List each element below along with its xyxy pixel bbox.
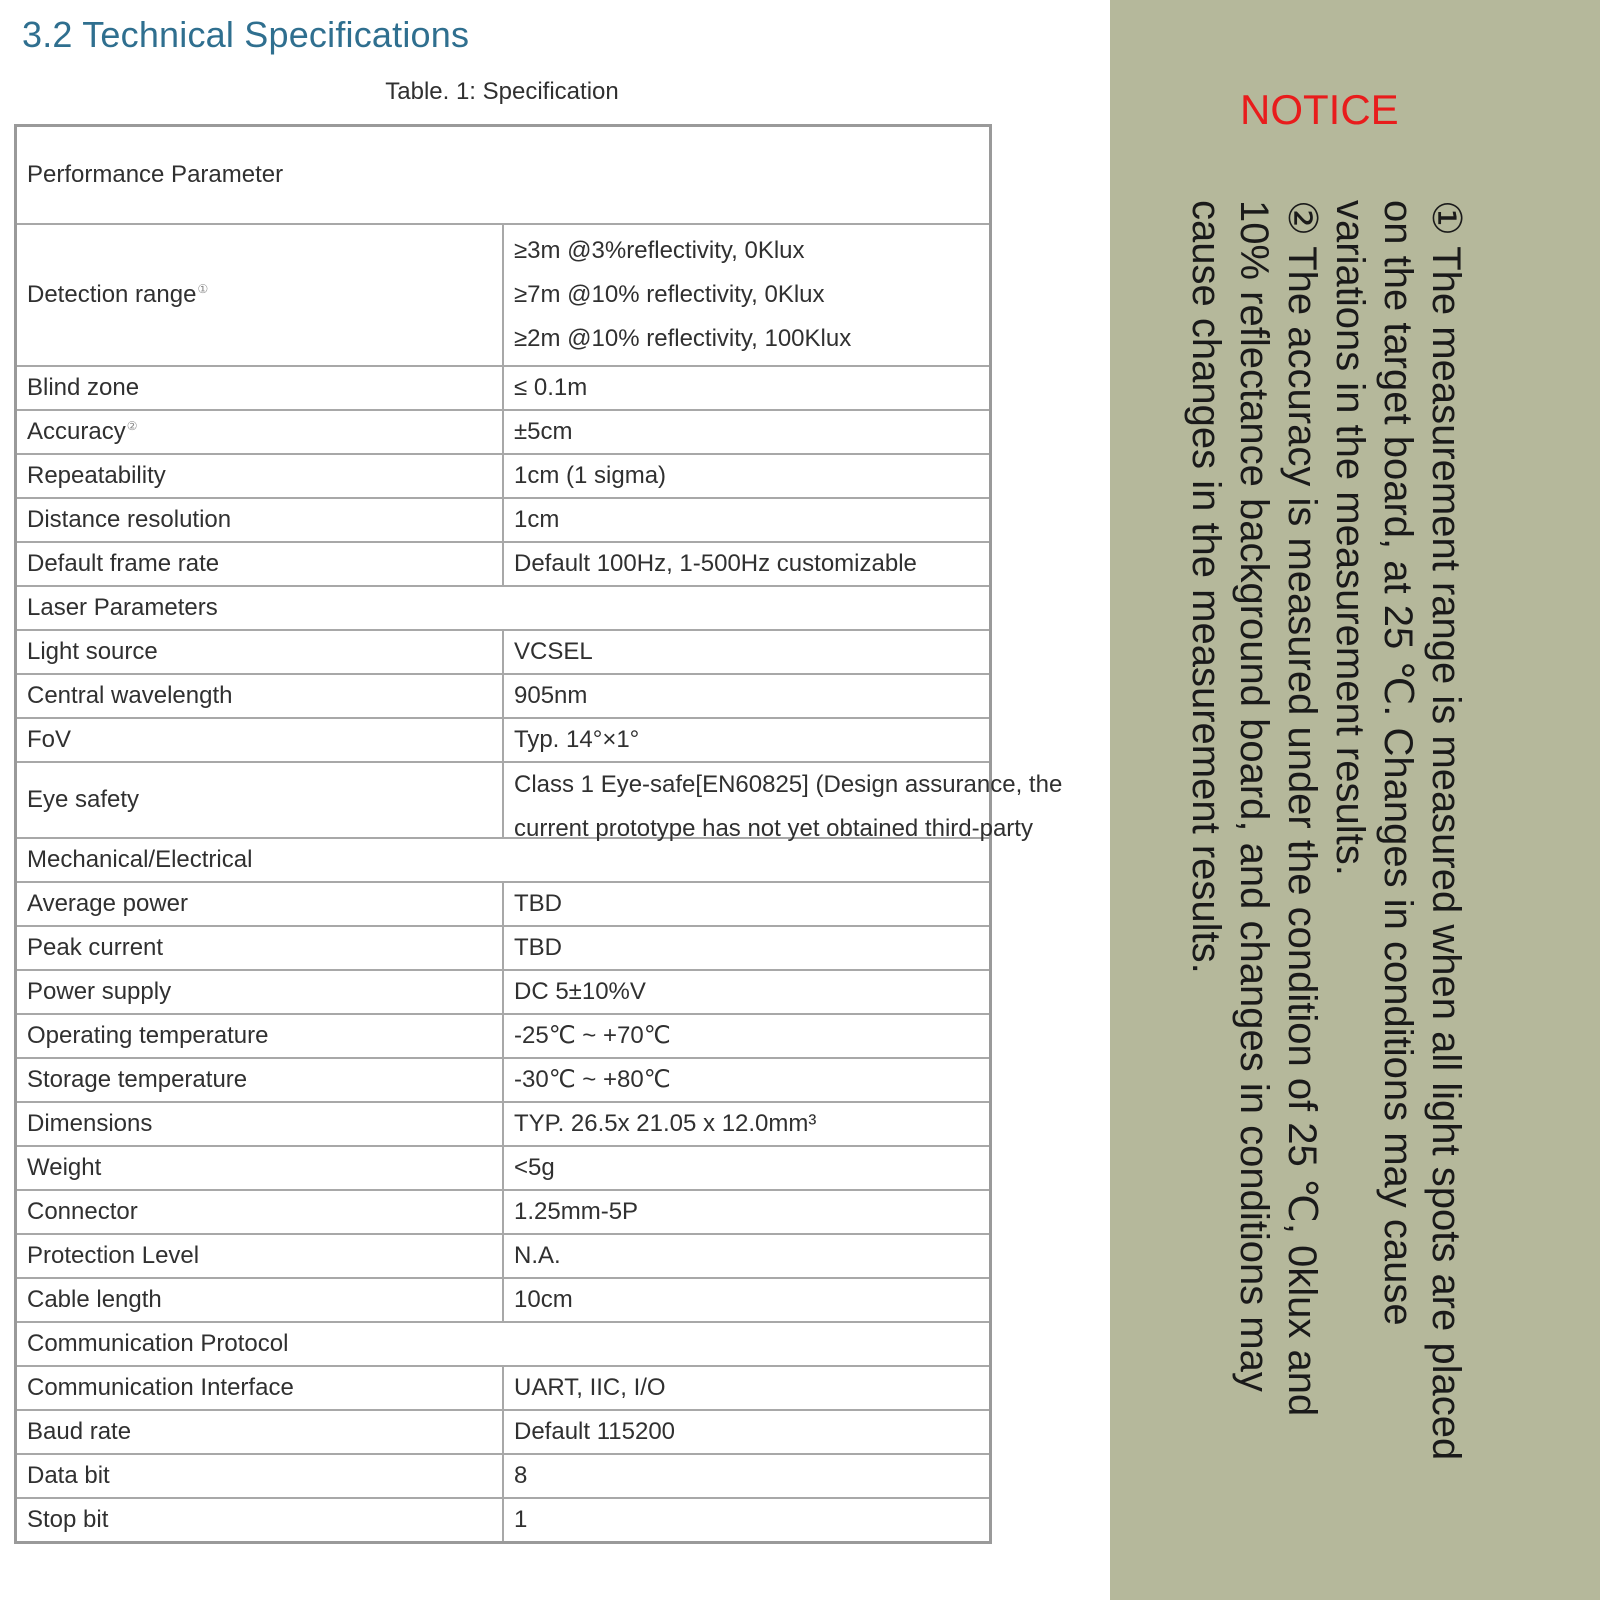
section-header-mechanical: Mechanical/Electrical <box>16 838 991 882</box>
table-row <box>16 1234 991 1278</box>
row-label <box>16 224 504 366</box>
row-value: 8 <box>503 1454 991 1498</box>
notice-text <box>1182 200 1470 1500</box>
row-label: Eye safety <box>16 762 504 838</box>
section-header-performance: Performance Parameter <box>16 126 991 225</box>
row-value-line: Class 1 Eye-safe[EN60825] (Design assurance, the <box>514 771 1063 798</box>
row-value: 1.25mm-5P <box>503 1190 991 1234</box>
row-label: Protection Level <box>16 1234 504 1278</box>
row-value-line: current prototype has not yet obtained third-party <box>514 815 1033 842</box>
notice-title: NOTICE <box>1240 86 1399 133</box>
section-header-laser: Laser Parameters <box>16 586 991 630</box>
row-value: 905nm <box>503 674 991 718</box>
row-value: TBD <box>503 882 991 926</box>
table-row <box>16 630 991 674</box>
row-label: Weight <box>16 1146 504 1190</box>
section-title: 3.2 Technical Specifications <box>22 14 470 55</box>
row-label: Storage temperature <box>16 1058 504 1102</box>
row-label: Dimensions <box>16 1102 504 1146</box>
row-label: Blind zone <box>16 366 504 410</box>
row-label: Average power <box>16 882 504 926</box>
table-row <box>16 1102 991 1146</box>
row-label: FoV <box>16 718 504 762</box>
table-row <box>16 1410 991 1454</box>
row-value: <5g <box>503 1146 991 1190</box>
table-row <box>16 542 991 586</box>
row-value-line: ≥7m @10% reflectivity, 0Klux <box>514 281 825 308</box>
table-row <box>16 762 991 838</box>
row-label <box>16 410 504 454</box>
specification-table <box>14 124 1063 1544</box>
table-row <box>16 1014 991 1058</box>
row-label: Default frame rate <box>16 542 504 586</box>
row-value: 1cm (1 sigma) <box>503 454 991 498</box>
table-row <box>16 1146 991 1190</box>
row-value: 1cm <box>503 498 991 542</box>
row-label: Stop bit <box>16 1498 504 1543</box>
row-label: Communication Interface <box>16 1366 504 1410</box>
table-row <box>16 1498 991 1543</box>
row-value: Default 100Hz, 1-500Hz customizable <box>503 542 991 586</box>
section-row-performance <box>16 126 991 225</box>
table-row <box>16 1366 991 1410</box>
row-value: Typ. 14°×1° <box>503 718 991 762</box>
row-label: Baud rate <box>16 1410 504 1454</box>
row-value <box>503 224 991 366</box>
row-value: N.A. <box>503 1234 991 1278</box>
row-label: Operating temperature <box>16 1014 504 1058</box>
table-row <box>16 718 991 762</box>
section-header-communication: Communication Protocol <box>16 1322 991 1366</box>
row-value-line: ≥3m @3%reflectivity, 0Klux <box>514 237 805 264</box>
table-row <box>16 410 991 454</box>
row-label: Connector <box>16 1190 504 1234</box>
table-caption: Table. 1: Specification <box>385 78 619 105</box>
row-value: -25℃ ~ +70℃ <box>503 1014 991 1058</box>
table-row <box>16 366 991 410</box>
row-value: 1 <box>503 1498 991 1543</box>
table-row <box>16 224 991 366</box>
row-label: Power supply <box>16 970 504 1014</box>
row-label-text: Detection range <box>27 280 197 308</box>
row-value-line: ≥2m @10% reflectivity, 100Klux <box>514 325 852 352</box>
table-row <box>16 498 991 542</box>
table-row <box>16 1454 991 1498</box>
row-value: TBD <box>503 926 991 970</box>
row-value <box>503 762 1063 842</box>
row-value: TYP. 26.5x 21.05 x 12.0mm³ <box>503 1102 991 1146</box>
row-label: Repeatability <box>16 454 504 498</box>
eye-safety-value <box>514 763 1063 842</box>
row-label: Cable length <box>16 1278 504 1322</box>
notice-item: ① The measurement range is measured when all light spots are placed on the target board, at 25 ℃. Changes in conditions may cause variations in the measurement results. <box>1328 200 1468 1461</box>
row-label-text: Accuracy <box>27 417 126 445</box>
table-row <box>16 454 991 498</box>
section-row-laser <box>16 586 991 630</box>
table-row <box>16 1058 991 1102</box>
section-row-communication <box>16 1322 991 1366</box>
table-row <box>16 882 991 926</box>
row-label: Peak current <box>16 926 504 970</box>
notice-panel <box>1110 0 1600 1600</box>
table-row <box>16 1190 991 1234</box>
row-value: ±5cm <box>503 410 991 454</box>
row-label: Data bit <box>16 1454 504 1498</box>
footnote-marker: ① <box>197 281 209 296</box>
table-row <box>16 674 991 718</box>
table-row <box>16 970 991 1014</box>
table-row <box>16 1278 991 1322</box>
row-value: ≤ 0.1m <box>503 366 991 410</box>
notice-item: ② The accuracy is measured under the condition of 25 ℃, 0klux and 10% reflectance background board, and changes in conditions may cause changes in the measurement results. <box>1184 200 1324 1417</box>
row-value: 10cm <box>503 1278 991 1322</box>
table-row <box>16 926 991 970</box>
footnote-marker: ② <box>126 418 138 433</box>
row-value: Default 115200 <box>503 1410 991 1454</box>
row-label: Central wavelength <box>16 674 504 718</box>
row-label: Light source <box>16 630 504 674</box>
row-label: Distance resolution <box>16 498 504 542</box>
row-value: VCSEL <box>503 630 991 674</box>
row-value: UART, IIC, I/O <box>503 1366 991 1410</box>
row-value: -30℃ ~ +80℃ <box>503 1058 991 1102</box>
row-value: DC 5±10%V <box>503 970 991 1014</box>
